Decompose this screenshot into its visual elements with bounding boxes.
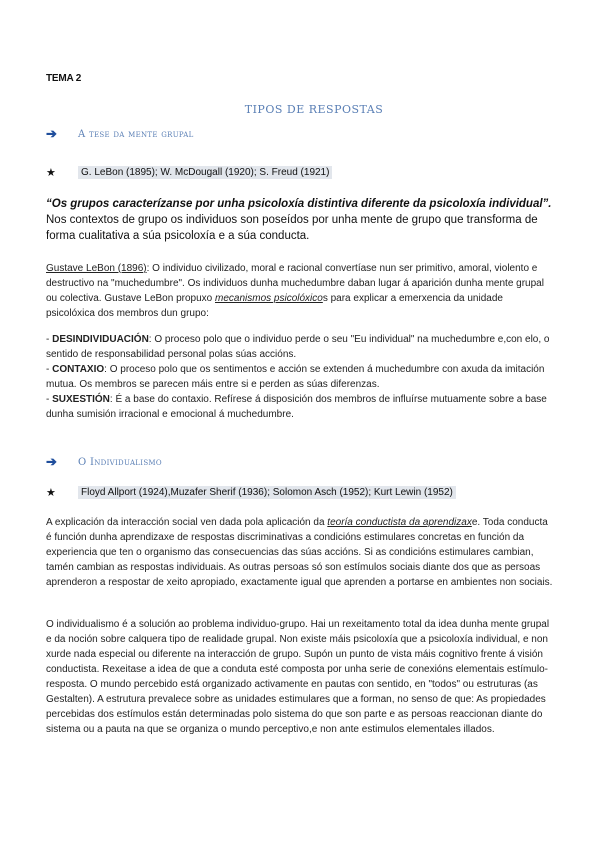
section-heading-mente-grupal — [46, 126, 194, 142]
references-row — [46, 166, 332, 179]
p1-text-end: e. Toda conducta é función dunha aprendizaxe de respostas discriminativas a condicións estimulares concretas en función da experiencia que ten o organismo das consecuencias das súas accións. Si as condicións estimulares cambian, tamén cambian as respostas individuais. As outras persoas só son estímulos sociais diante dos que as persoas aprenderon a respostar de xeito apropiado, exactamente igual que aprenden a portarse en ambientes non sociais. — [46, 517, 553, 588]
individualismo-paragraph: O individualismo é a solución ao problema individuo-grupo. Hai un rexeitamento total da idea dunha mente grupal e da noción sobre calquera tipo de realidade grupal. Non existe máis psicoloxía que a psicoloxía individual, e non xurde nada especial ou diferente na interacción de grupo. Supón un punto de vista máis cognitivo frente á visión conductista. Rexeitase a idea de que a conduta esté composta por unha serie de conexións elementais estímulo-resposta. O mundo percebido está organizado activamente en pautas con sentido, en "todos" ou estruturas (as Gestalten). A estrutura prevalece sobre as unidades estimulares que a forman, no senso de que: As propiedades percebidas dos estímulos están determinadas polo sistema do que son parte e as persoas reaccionan diante do sistema ou a pauta na que se organiza o mundo perceptivo,e non ante estimulos elementales illados. — [46, 619, 550, 735]
section-title: A tese da mente grupal — [78, 128, 194, 140]
term-contaxio: CONTAXIO — [52, 364, 105, 375]
lebon-text: : O individuo civilizado, moral e racional convertíase nun ser primitivo, amoral, violento e destructivo na "muchedumbre". Os individuos dunha muchedumbre daban lugar á aparición dunha mente grupal ou colectiva. Gustave LeBon propuxo — [46, 263, 544, 304]
list-item: - SUXESTIÓN: É a base do contaxio. Refírese á disposición dos membros de influírse mutuamente sobre a base dunha sumisión irracional e emocional á muchedumbre. — [46, 394, 547, 420]
lebon-author: Gustave LeBon (1896) — [46, 263, 147, 274]
quote-bold: “Os grupos caracterízanse por unha psicoloxía distintiva diferente da psicoloxía individual”. — [46, 198, 552, 210]
term-suxestion: SUXESTIÓN — [52, 394, 110, 405]
list-item: - DESINDIVIDUACIÓN: O proceso polo que o individuo perde o seu "Eu individual" na muchedumbre e,con elo, o sentido de responsabilidad personal polas súas accións. — [46, 334, 550, 360]
references-text: Floyd Allport (1924),Muzafer Sherif (1936); Solomon Asch (1952); Kurt Lewin (1952) — [78, 486, 456, 499]
document-title: TIPOS DE RESPOSTAS — [244, 103, 384, 116]
section-heading-individualismo — [46, 454, 162, 470]
lebon-text-end: s para explicar a emerxencia da unidade psicolóxica dos membros dun grupo: — [46, 293, 503, 319]
conductista-paragraph — [46, 515, 554, 590]
lebon-paragraph — [46, 261, 554, 321]
arrow-icon: ➔ — [46, 126, 57, 141]
references-row — [46, 486, 456, 499]
quote-paragraph — [46, 196, 554, 244]
star-icon: ★ — [46, 487, 56, 499]
references-text: G. LeBon (1895); W. McDougall (1920); S. Freud (1921) — [78, 166, 332, 179]
arrow-icon: ➔ — [46, 454, 57, 469]
mecanismos-link[interactable]: mecanismos psicolóxico — [215, 293, 323, 304]
mechanisms-list — [46, 332, 554, 422]
list-item: - CONTAXIO: O proceso polo que os sentimentos e acción se extenden á muchedumbre con axuda da imitación mutua. Os membros se parecen máis entre si e perden as súas diferenzas. — [46, 364, 545, 390]
star-icon: ★ — [46, 167, 56, 179]
p1-text: A explicación da interacción social ven dada pola aplicación da — [46, 517, 328, 528]
quote-rest: Nos contextos de grupo os individuos son poseídos por unha mente de grupo que transforma de forma cualitativa a súa psicoloxía e a súa conducta. — [46, 214, 538, 242]
tema-label: TEMA 2 — [46, 73, 82, 84]
term-desindividuacion: DESINDIVIDUACIÓN — [52, 334, 149, 345]
teoria-conductista-link[interactable]: teoría conductista da aprendizax — [327, 517, 472, 528]
section-title: O Individualismo — [78, 456, 162, 468]
